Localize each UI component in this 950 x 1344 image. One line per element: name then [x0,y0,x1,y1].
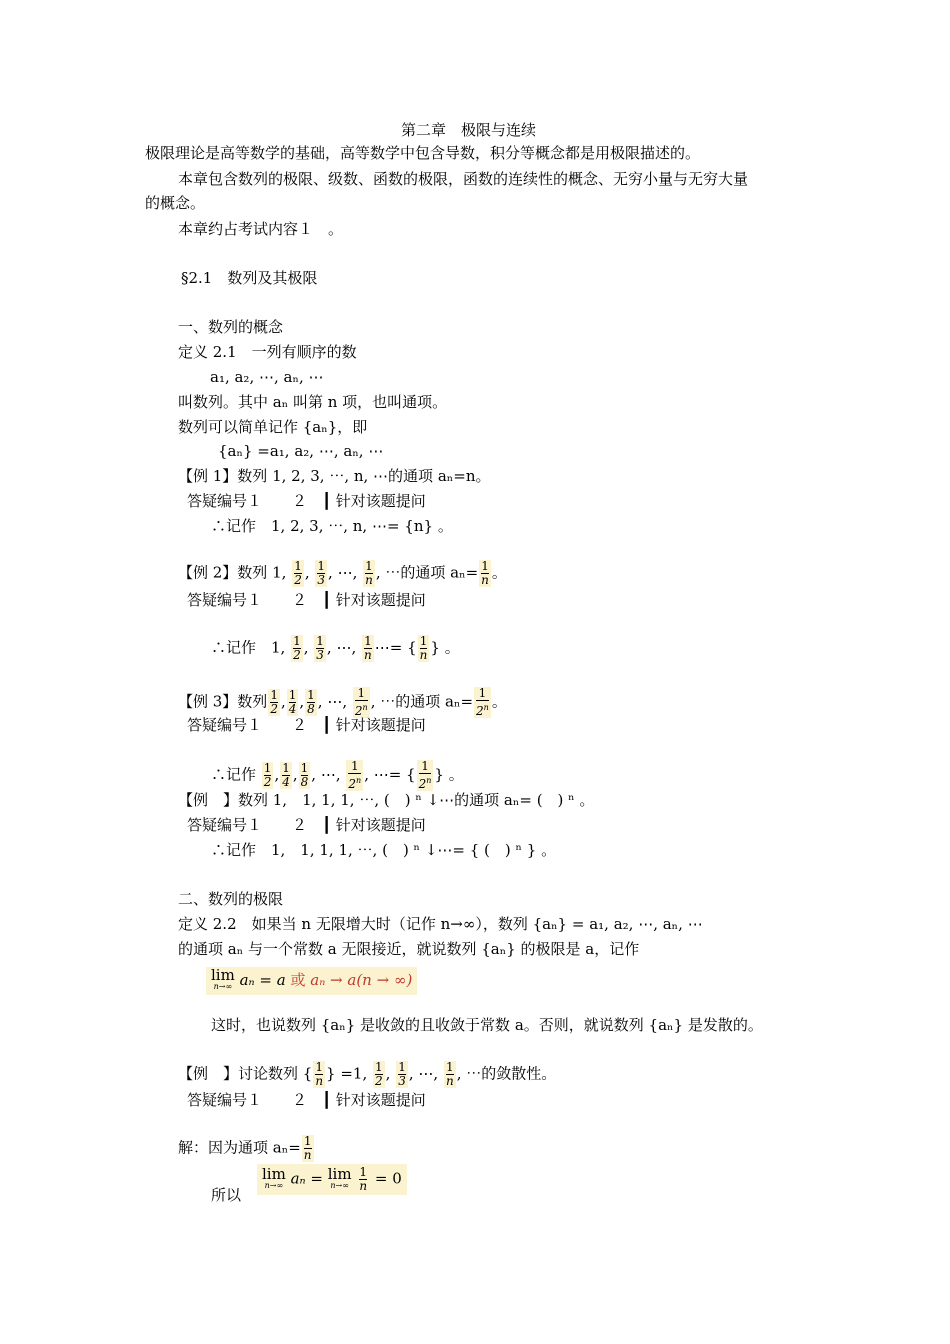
section-heading: §2.1 数列及其极限 [181,269,318,287]
intro-line-4: 本章约占考试内容１ 。 [178,220,344,238]
solution-formula: lim n→∞ aₙ = lim n→∞ $\frac{1}{n}$ = 0 [257,1164,407,1195]
fraction-1-8: $\frac{1}{8}$ [307,688,315,716]
example-4-qa[interactable]: 答疑编号１ ２ ┃ 针对该题提问 [187,816,426,834]
example-2-prefix: 【例 2】数列 1, [178,563,287,582]
definition-2-2-cont: 的通项 aₙ 与一个常数 a 无限接近，就说数列 {aₙ} 的极限是 a，记作 [178,940,640,958]
fraction-1-n: $\frac{1}{n}$ [315,1060,324,1088]
part2-heading: 二、数列的极限 [178,890,284,908]
fraction-1-n: $\frac{1}{n}$ [359,1165,368,1193]
fraction-1-n: $\frac{1}{n}$ [303,1134,312,1162]
fraction-1-2: $\frac{1}{2}$ [270,688,278,716]
solution-line: 解：因为通项 aₙ= $\frac{1}{n}$ [178,1134,312,1162]
sequence-text-1: 叫数列。其中 aₙ 叫第 n 项，也叫通项。 [178,393,448,411]
intro-line-3: 的概念。 [145,194,206,212]
fraction-1-2n: $\frac{1}{2^n}$ [348,759,362,791]
example-3-qa[interactable]: 答疑编号１ ２ ┃ 针对该题提问 [187,716,426,734]
fraction-1-2: $\frac{1}{2}$ [294,559,302,587]
example-5: 【例 】讨论数列 { $\frac{1}{n}$ } =1, $\frac{1}{2}$ , $\frac{1}{3}$ , ⋯, $\frac{1}{n}$ , ⋯的敛散性。 [178,1060,557,1088]
intro-line-1: 极限理论是高等数学的基础，高等数学中包含导数，积分等概念都是用极限描述的。 [145,144,701,162]
lim-operator: lim n→∞ [327,1164,352,1190]
example-4: 【例 】数列 1, 1, 1, 1, ⋯, ( ) ⁿ ↓⋯的通项 aₙ= ( ) ⁿ 。 [178,791,595,809]
fraction-1-n: $\frac{1}{n}$ [481,559,489,587]
fraction-1-2: $\frac{1}{2}$ [263,761,272,789]
fraction-1-n: $\frac{1}{n}$ [419,634,428,662]
fraction-1-2: $\frac{1}{2}$ [375,1060,383,1088]
example-3-note: ∴记作 $\frac{1}{2}$ , $\frac{1}{4}$ , $\frac{1}{8}$ , ⋯, $\frac{1}{2^n}$ , ⋯= { $\frac{1}{2^n}$ } 。 [211,759,464,791]
definition-2-1: 定义 2.1 一列有顺序的数 [178,343,357,361]
convergence-note: 这时，也说数列 {aₙ} 是收敛的且收敛于常数 a。否则，就说数列 {aₙ} 是发散的。 [211,1016,763,1034]
example-3: 【例 3】数列 $\frac{1}{2}$ , $\frac{1}{4}$ , $\frac{1}{8}$ , ⋯, $\frac{1}{2^n}$ , ⋯的通项 aₙ= $\frac{1}{2^n}$ 。 [178,686,507,718]
lim-operator: lim n→∞ [211,966,235,991]
intro-line-2: 本章包含数列的极限、级数、函数的极限，函数的连续性的概念、无穷小量与无穷大量 [178,170,749,188]
example-2: 【例 2】数列 1, $\frac{1}{2}$ , $\frac{1}{3}$ , ⋯, $\frac{1}{n}$ , ⋯的通项 aₙ= $\frac{1}{n}$ 。 [178,559,507,587]
fraction-1-4: $\frac{1}{4}$ [288,688,297,716]
so-label: 所以 [211,1186,242,1204]
fraction-1-4: $\frac{1}{4}$ [282,761,290,789]
fraction-1-3: $\frac{1}{3}$ [317,559,326,587]
sequence-expression: a₁, a₂, ⋯, aₙ, ⋯ [210,368,324,386]
fraction-1-3: $\frac{1}{3}$ [316,634,324,662]
chapter-title: 第二章 极限与连续 [401,121,537,139]
example-1-note: ∴记作 1, 2, 3, ⋯, n, ⋯= {n} 。 [211,517,453,535]
fraction-1-2n: $\frac{1}{2^n}$ [418,759,432,791]
example-2-note: ∴记作 1, $\frac{1}{2}$ , $\frac{1}{3}$ , ⋯, $\frac{1}{n}$ ⋯= { $\frac{1}{n}$ } 。 [211,634,460,662]
limit-formula: lim n→∞ aₙ = a 或 aₙ → a(n → ∞) [206,967,417,995]
fraction-1-3: $\frac{1}{3}$ [398,1060,406,1088]
or-word: 或 [290,971,306,989]
fraction-1-2: $\frac{1}{2}$ [293,634,301,662]
example-5-qa[interactable]: 答疑编号１ ２ ┃ 针对该题提问 [187,1091,426,1109]
fraction-1-n: $\frac{1}{n}$ [364,634,372,662]
fraction-1-n: $\frac{1}{n}$ [445,1060,454,1088]
lim-operator: lim n→∞ [262,1164,286,1190]
example-1-qa[interactable]: 答疑编号１ ２ ┃ 针对该题提问 [187,492,426,510]
fraction-1-n: $\frac{1}{n}$ [365,559,373,587]
fraction-1-8: $\frac{1}{8}$ [300,761,309,789]
example-1: 【例 1】数列 1, 2, 3, ⋯, n, ⋯的通项 aₙ=n。 [178,467,491,485]
sequence-text-2: 数列可以简单记作 {aₙ}，即 [178,418,368,436]
fraction-1-2n: $\frac{1}{2^n}$ [476,686,489,718]
example-4-note: ∴记作 1, 1, 1, 1, ⋯, ( ) ⁿ ↓⋯= { ( ) ⁿ } 。 [211,841,557,859]
part1-heading: 一、数列的概念 [178,318,284,336]
sequence-text-3: {aₙ} =a₁, a₂, ⋯, aₙ, ⋯ [218,442,384,460]
fraction-1-2n: $\frac{1}{2^n}$ [354,686,368,718]
example-2-qa[interactable]: 答疑编号１ ２ ┃ 针对该题提问 [187,591,426,609]
definition-2-2: 定义 2.2 如果当 n 无限增大时（记作 n→∞），数列 {aₙ} = a₁, a₂, ⋯, aₙ, ⋯ [178,915,703,933]
